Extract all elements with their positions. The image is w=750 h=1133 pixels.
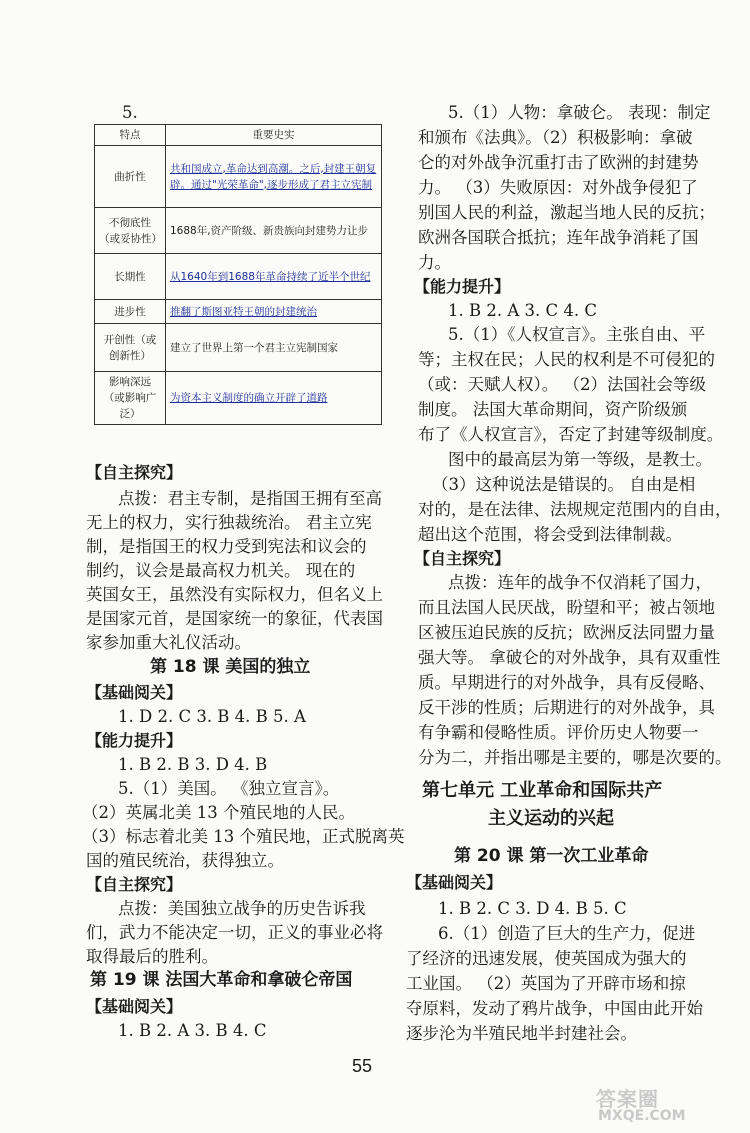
text-line: 点拨：美国独立战争的历史告诉我 (118, 899, 366, 918)
table-cell-trait: 进步性 (95, 300, 166, 324)
table-row (95, 208, 382, 254)
table-cell-fact: 为资本主义制度的确立开辟了道路 (166, 372, 382, 425)
answer-line: 5.（1）美国。 《独立宣言》。 (118, 779, 340, 798)
answer-line: 力。 （3）失败原因：对外战争侵犯了 (418, 178, 698, 197)
section-heading-explore: 【自主探究】 (414, 549, 511, 568)
table-cell-trait: 不彻底性（或妥协性） (95, 208, 166, 254)
table-header-fact: 重要史实 (166, 125, 382, 146)
section-heading-ability: 【能力提升】 (414, 277, 511, 296)
lesson-18-title: 第 18 课 美国的独立 (150, 657, 311, 677)
answer-line: 别国人民的利益，激起当地人民的反抗； (418, 203, 715, 222)
text-line: 点拨：君主专制，是指国王拥有至高 (118, 489, 382, 508)
table-header-row (95, 125, 382, 146)
section-heading-basic: 【基础阅关】 (406, 873, 503, 892)
section-heading-explore: 【自主探究】 (86, 875, 183, 894)
answer-line: 欧洲各国联合抵抗；连年战争消耗了国 (418, 228, 699, 247)
answer-line: 布了《人权宣言》，否定了封建等级制度。 (418, 425, 724, 444)
text-line: 有争霸和侵略性质。评价历史人物要一 (418, 723, 699, 742)
table-cell-fact: 共和国成立,革命达到高潮。之后,封建王朝复辟。通过"光荣革命",逐步形成了君主立宪制 (166, 146, 382, 208)
section-heading-ability: 【能力提升】 (86, 731, 183, 750)
section-heading-basic: 【基础阅关】 (86, 683, 183, 702)
answer-line: 和颁布《法典》。（2）积极影响：拿破 (418, 128, 693, 147)
table-row (95, 300, 382, 324)
text-line: 英国女王，虽然没有实际权力，但名义上 (86, 585, 383, 604)
answer-line: 超出这个范围，将会受到法律制裁。 (418, 525, 682, 544)
table-row (95, 324, 382, 372)
table-cell-fact: 建立了世界上第一个君主立宪制国家 (166, 324, 382, 372)
table-cell-fact: 推翻了斯图亚特王朝的封建统治 (166, 300, 382, 324)
table-cell-trait: 曲折性 (95, 146, 166, 208)
text-line: 质。早期进行的对外战争，具有反侵略、 (418, 673, 715, 692)
answer-line: 制度。 法国大革命期间，资产阶级颁 (418, 400, 688, 419)
answer-line: （3）标志着北美 13 个殖民地，正式脱离英 (82, 827, 405, 846)
table-row (95, 372, 382, 425)
question-5-number: 5. (122, 103, 138, 122)
answer-line: 仑的对外战争沉重打击了欧洲的封建势 (418, 153, 699, 172)
text-line: 反干涉的性质；后期进行的对外战争，具 (418, 698, 715, 717)
answer-line: 了经济的迅速发展，使英国成为强大的 (406, 949, 687, 968)
answer-line: 工业国。 （2）英国为了开辟市场和掠 (406, 974, 686, 993)
table-cell-fact: 从1640年到1688年革命持续了近半个世纪 (166, 254, 382, 300)
answer-line: 1. B 2. A 3. B 4. C (118, 1021, 267, 1040)
answer-line: （2）英属北美 13 个殖民地的人民。 (82, 803, 355, 822)
revolution-traits-table (94, 124, 382, 425)
section-heading-basic: 【基础阅关】 (86, 997, 183, 1016)
answer-line: 1. D 2. C 3. B 4. B 5. A (118, 707, 306, 726)
answer-line: 1. B 2. C 3. D 4. B 5. C (438, 899, 627, 918)
answer-line: （3）这种说法是错误的。 自由是相 (432, 475, 696, 494)
text-line: 无上的权力，实行独裁统治。 君主立宪 (86, 513, 372, 532)
answer-line: 等；主权在民；人民的权利是不可侵犯的 (418, 350, 715, 369)
text-line: 强大等。 拿破仑的对外战争，具有双重性 (418, 648, 721, 667)
answer-line: 夺原料，发动了鸦片战争，中国由此开始 (406, 999, 703, 1018)
table-cell-trait: 开创性（或创新性） (95, 324, 166, 372)
table-cell-trait: 长期性 (95, 254, 166, 300)
text-line: 区被压迫民族的反抗；欧洲反法同盟力量 (418, 623, 715, 642)
lesson-20-title: 第 20 课 第一次工业革命 (454, 846, 649, 866)
text-line: 是国家元首，是国家统一的象征，代表国 (86, 609, 383, 628)
text-line: 们，武力不能决定一切，正义的事业必将 (86, 923, 383, 942)
text-line: 制约，议会是最高权力机关。 现在的 (86, 561, 356, 580)
unit-7-title-line2: 主义运动的兴起 (488, 808, 614, 829)
answer-line: 6.（1）创造了巨大的生产力，促进 (438, 924, 696, 943)
text-line: 点拨：连年的战争不仅消耗了国力， (448, 573, 712, 592)
text-line: 家参加重大礼仪活动。 (86, 633, 251, 652)
answer-line: 力。 (418, 253, 451, 272)
unit-7-title-line1: 第七单元 工业革命和国际共产 (422, 780, 663, 801)
answer-line: 对的，是在法律、法规规定范围内的自由， (418, 500, 732, 519)
section-heading-explore: 【自主探究】 (86, 463, 183, 482)
text-line: 取得最后的胜利。 (86, 947, 218, 966)
text-line: 制，是指国王的权力受到宪法和议会的 (86, 537, 367, 556)
watermark-url: MXQE.COM (598, 1108, 686, 1124)
table-cell-trait: 影响深远（或影响广泛） (95, 372, 166, 425)
watermark-logo: 答案圈 (596, 1087, 659, 1111)
answer-line: 1. B 2. B 3. D 4. B (118, 755, 268, 774)
answer-line: （或：天赋人权）。 （2）法国社会等级 (418, 375, 706, 394)
text-line: 分为二，并指出哪是主要的，哪是次要的。 (418, 748, 732, 767)
answer-line: 逐步沦为半殖民地半封建社会。 (406, 1024, 637, 1043)
page-number: 55 (352, 1056, 373, 1076)
answer-line: 1. B 2. A 3. C 4. C (448, 301, 597, 320)
answer-line: 国的殖民统治，获得独立。 (86, 851, 284, 870)
answer-line: 图中的最高层为第一等级，是教士。 (448, 450, 712, 469)
lesson-19-title: 第 19 课 法国大革命和拿破仑帝国 (90, 970, 353, 990)
table-cell-fact: 1688年,资产阶级、新贵族向封建势力让步 (166, 208, 382, 254)
table-row (95, 254, 382, 300)
table-header-trait: 特点 (95, 125, 166, 146)
table-row (95, 146, 382, 208)
answer-line: 5.（1）《人权宣言》。主张自由、平 (448, 325, 706, 344)
answer-line: 5.（1）人物：拿破仑。 表现：制定 (448, 103, 711, 122)
text-line: 而且法国人民厌战，盼望和平；被占领地 (418, 598, 715, 617)
